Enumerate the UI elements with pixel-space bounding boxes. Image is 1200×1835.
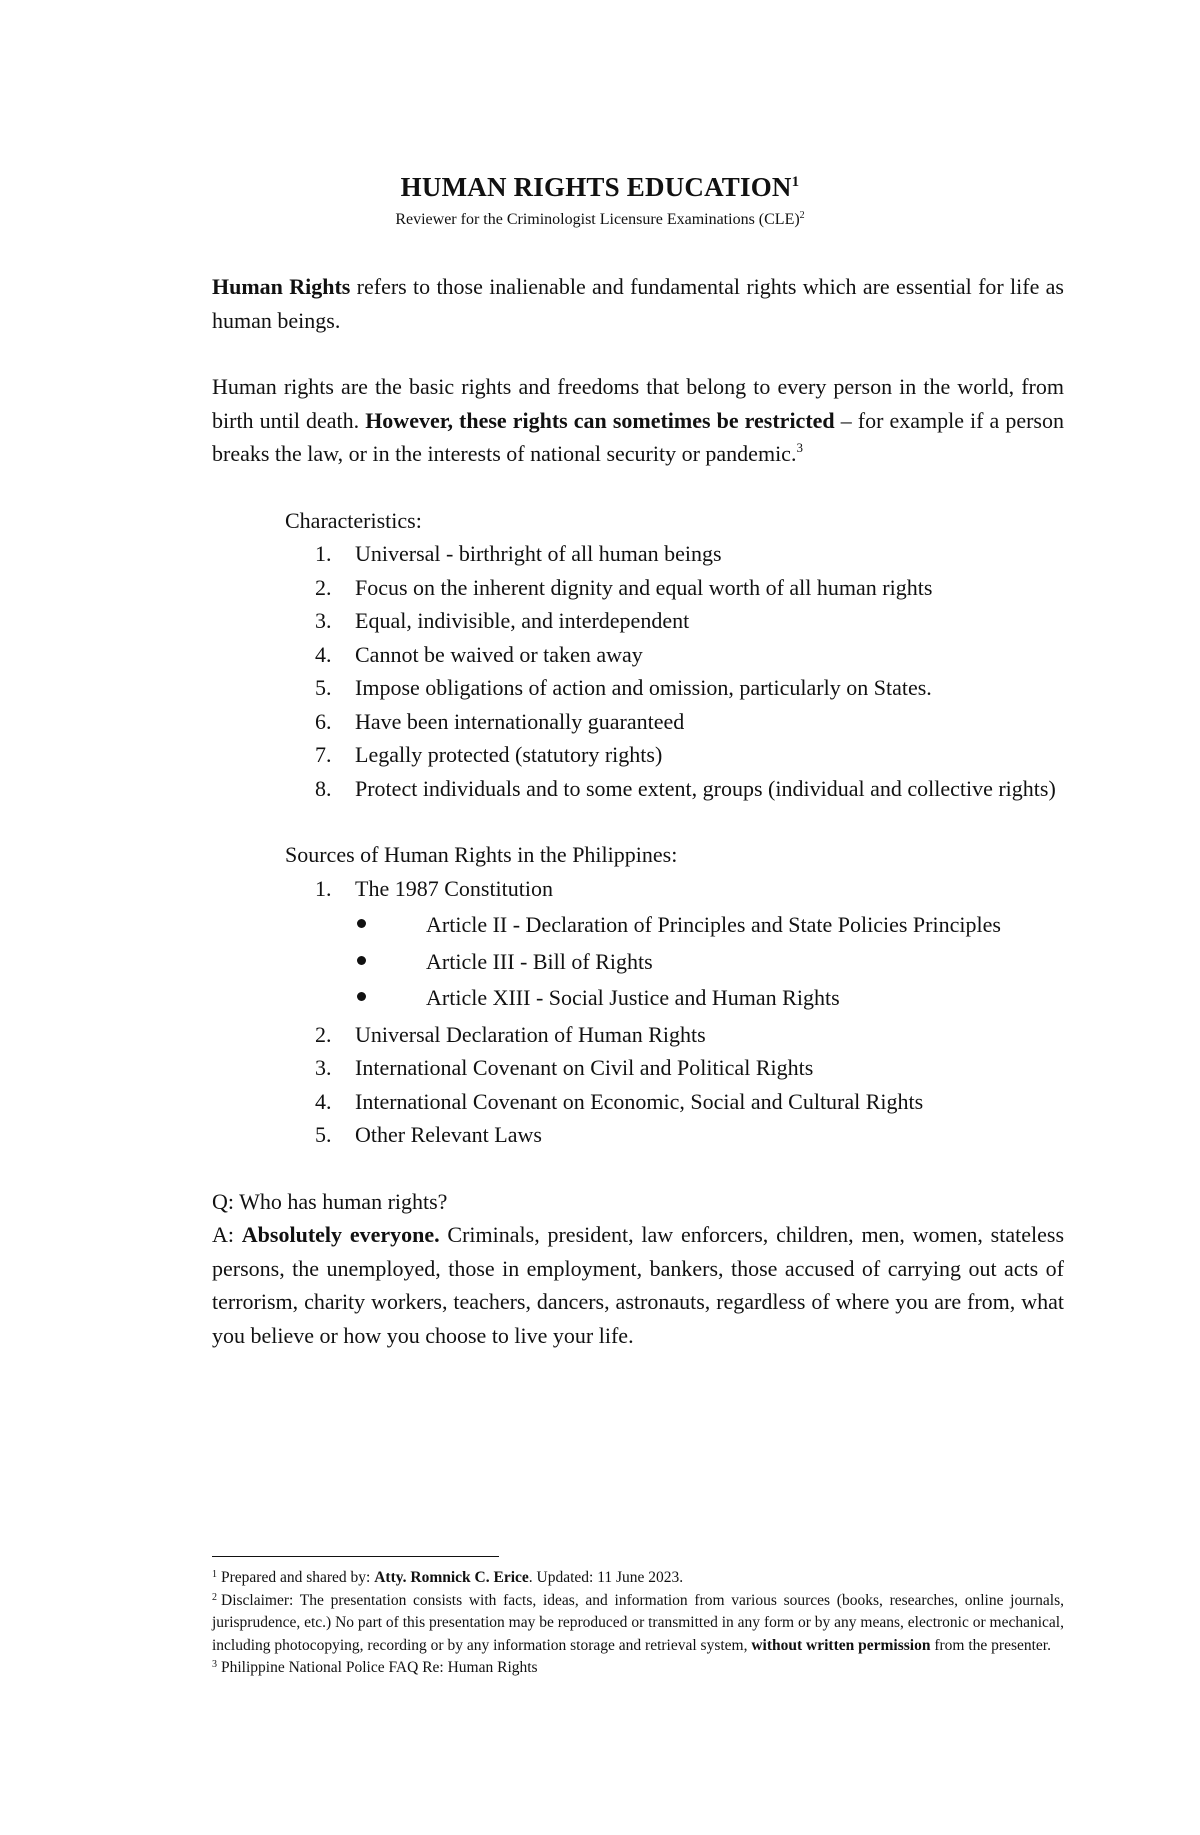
footnote-2 — [212, 1590, 1064, 1658]
list-number: 3. — [315, 1055, 332, 1080]
definition-paragraph — [212, 270, 1064, 337]
definition-text: refers to those inalienable and fundamental rights which are essential for life as human beings. — [212, 274, 1064, 333]
list-item-text: Universal Declaration of Human Rights — [355, 1021, 706, 1047]
qa-answer — [212, 1218, 1064, 1352]
list-item — [285, 738, 1064, 772]
list-item-text: Focus on the inherent dignity and equal worth of all human rights — [355, 574, 933, 600]
document-subtitle — [0, 210, 1200, 229]
footnote-1-text-b: . Updated: 11 June 2023. — [528, 1569, 684, 1586]
definition-term: Human Rights — [212, 274, 351, 299]
constitution-articles-list — [355, 908, 1064, 1015]
bullet-text: Article III - Bill of Rights — [426, 948, 653, 974]
list-number: 1. — [315, 875, 332, 901]
sources-section — [285, 838, 1064, 1152]
list-number: 5. — [315, 1122, 332, 1147]
footnotes-section — [212, 1556, 1064, 1680]
list-item — [285, 604, 1064, 638]
qa-answer-prefix: A: — [212, 1222, 242, 1247]
characteristics-heading: Characteristics: — [285, 507, 422, 533]
list-item — [285, 1118, 1064, 1152]
list-number: 4. — [315, 1088, 332, 1114]
list-item-text: Protect individuals and to some extent, groups (individual and collective rights) — [355, 775, 1056, 801]
bullet-icon — [357, 992, 366, 1001]
list-item-text: Cannot be waived or taken away — [355, 641, 643, 667]
qa-question: Q: Who has human rights? — [212, 1188, 448, 1214]
list-item — [285, 872, 1064, 1015]
bullet-icon — [357, 919, 366, 928]
list-item-text: Have been internationally guaranteed — [355, 708, 685, 734]
list-item — [285, 638, 1064, 672]
list-item — [285, 1085, 1064, 1119]
footnote-3-text: Philippine National Police FAQ Re: Human Rights — [221, 1659, 538, 1676]
document-title-text: HUMAN RIGHTS EDUCATION — [400, 172, 792, 202]
list-item-text: Equal, indivisible, and interdependent — [355, 608, 690, 633]
footnote-ref-3[interactable]: 3 — [796, 440, 803, 455]
footnote-divider — [212, 1556, 499, 1557]
list-item — [285, 671, 1064, 705]
list-item-text: Universal - birthright of all human beings — [355, 541, 722, 566]
footnote-1-author: Atty. Romnick C. Erice — [374, 1569, 529, 1586]
footnote-2-text-a: Disclaimer: The presentation consists with facts, ideas, and information from various sources (books, researches, online journals, jurisprudence, etc.) No part of this presentation may be reproduced or transmitted in any form or by any means, electronic or mechanical, including photocopying, recording or by any information storage and retrieval system, — [212, 1591, 1064, 1654]
list-item — [285, 772, 1064, 806]
intro-text-a: Human rights are the basic rights and freedoms that belong to every person in the world, from birth until death. — [212, 374, 1064, 433]
list-item-text: International Covenant on Civil and Political Rights — [355, 1055, 814, 1080]
footnote-3 — [212, 1657, 1064, 1680]
footnote-ref-1[interactable]: 1 — [791, 174, 800, 190]
list-item-text: International Covenant on Economic, Social and Cultural Rights — [355, 1088, 924, 1114]
list-number: 4. — [315, 641, 332, 667]
list-item-text: Other Relevant Laws — [355, 1122, 542, 1147]
intro-text-b: – for example if a person breaks the law, or in the interests of national security or pandemic. — [212, 407, 1064, 466]
list-item — [285, 537, 1064, 571]
list-number: 7. — [315, 742, 332, 767]
list-item-text: Impose obligations of action and omission, particularly on States. — [355, 675, 932, 700]
characteristics-section — [285, 504, 1064, 806]
footnote-3-marker: 3 — [212, 1659, 217, 1670]
bullet-item — [355, 981, 1064, 1015]
footnote-1 — [212, 1567, 1064, 1590]
bullet-text: Article II - Declaration of Principles and State Policies Principles — [426, 912, 1001, 937]
intro-paragraph — [212, 370, 1064, 471]
sources-heading: Sources of Human Rights in the Philippines: — [285, 842, 678, 867]
qa-answer-bold: Absolutely everyone. — [241, 1222, 440, 1247]
list-number: 2. — [315, 574, 332, 600]
intro-bold: However, these rights can sometimes be restricted — [365, 407, 835, 433]
list-item — [285, 705, 1064, 739]
list-item — [285, 1018, 1064, 1052]
list-number: 1. — [315, 541, 332, 566]
characteristics-list — [285, 537, 1064, 805]
footnote-1-marker: 1 — [212, 1569, 217, 1580]
document-subtitle-text: Reviewer for the Criminologist Licensure Examinations (CLE) — [395, 211, 800, 228]
list-item-text: The 1987 Constitution — [355, 875, 553, 901]
bullet-item — [355, 908, 1064, 942]
list-number: 8. — [315, 775, 332, 801]
list-number: 5. — [315, 675, 332, 700]
list-number: 2. — [315, 1021, 332, 1047]
bullet-text: Article XIII - Social Justice and Human Rights — [426, 985, 840, 1010]
qa-answer-text: Criminals, president, law enforcers, children, men, women, stateless persons, the unemployed, those in employment, bankers, those accused of carrying out acts of terrorism, charity workers, teachers, dancers, astronauts, regardless of where you are from, what you believe or how you choose to live your life. — [212, 1222, 1065, 1348]
bullet-icon — [357, 956, 366, 965]
list-item — [285, 1051, 1064, 1085]
footnote-1-text-a: Prepared and shared by: — [221, 1569, 375, 1586]
footnote-ref-2[interactable]: 2 — [799, 210, 805, 221]
sources-list — [285, 872, 1064, 1152]
document-title — [0, 172, 1200, 203]
footnote-2-marker: 2 — [212, 1591, 217, 1603]
list-item — [285, 571, 1064, 605]
document-body — [212, 270, 1064, 1352]
list-number: 3. — [315, 608, 332, 633]
footnote-2-text-b: from the presenter. — [930, 1636, 1051, 1654]
bullet-item — [355, 945, 1064, 979]
list-number: 6. — [315, 708, 332, 734]
list-item-text: Legally protected (statutory rights) — [355, 742, 663, 767]
footnote-2-bold: without written permission — [751, 1636, 931, 1654]
